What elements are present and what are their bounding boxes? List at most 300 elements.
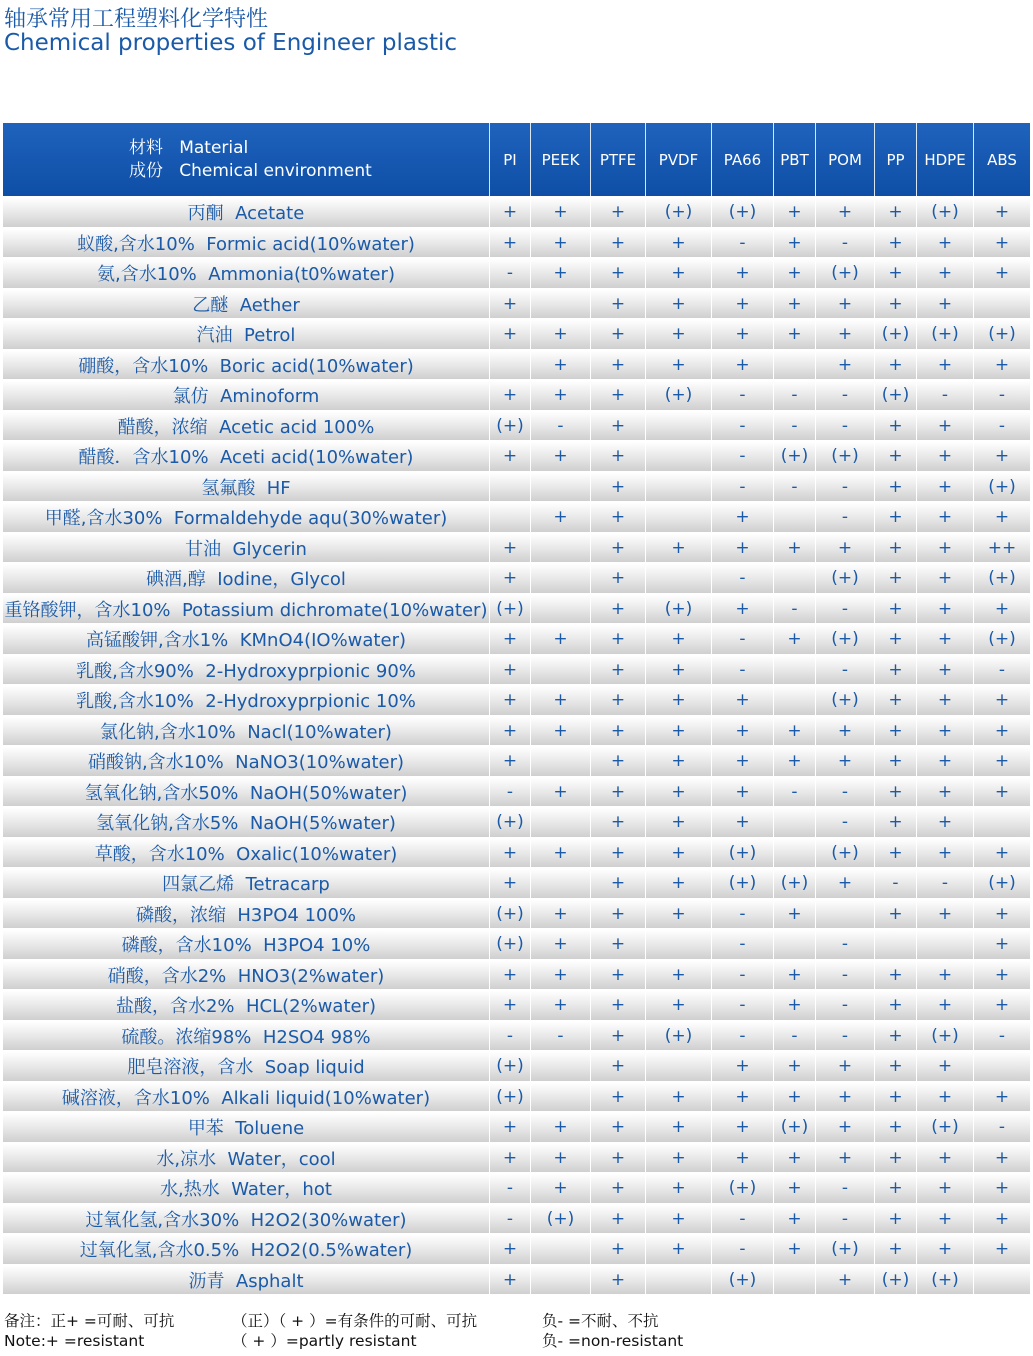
table-row — [3, 898, 1030, 929]
resistance-cell-abs: + — [974, 196, 1030, 227]
row-material-name: 氢氧化钠,含水5% NaOH(5%water) — [3, 806, 490, 837]
resistance-cell-pp: + — [875, 745, 917, 776]
resistance-cell-pvdf — [646, 410, 712, 441]
resistance-cell-pbt: - — [774, 593, 816, 624]
resistance-cell-pi — [490, 349, 531, 380]
resistance-cell-pa66: + — [712, 257, 774, 288]
resistance-cell-pi: + — [490, 867, 531, 898]
resistance-cell-pi: + — [490, 837, 531, 868]
row-material-name: 甲苯 Toluene — [3, 1111, 490, 1142]
resistance-cell-pa66: - — [712, 898, 774, 929]
resistance-cell-peek: + — [531, 898, 591, 929]
row-material-name: 氢氧化钠,含水50% NaOH(50%water) — [3, 776, 490, 807]
resistance-cell-pbt: (+) — [774, 867, 816, 898]
resistance-cell-peek: + — [531, 989, 591, 1020]
resistance-cell-hdpe: + — [917, 1203, 974, 1234]
resistance-cell-abs: + — [974, 1172, 1030, 1203]
resistance-cell-peek: + — [531, 379, 591, 410]
resistance-cell-pi: + — [490, 623, 531, 654]
resistance-cell-pp: + — [875, 288, 917, 319]
resistance-cell-pbt — [774, 1264, 816, 1295]
resistance-cell-pi: (+) — [490, 806, 531, 837]
row-material-name: 磷酸，浓缩 H3PO4 100% — [3, 898, 490, 929]
resistance-cell-pom: - — [816, 410, 875, 441]
resistance-cell-ptfe: + — [591, 196, 646, 227]
note-resistant-en: Note:+ =resistant — [4, 1332, 145, 1350]
resistance-cell-pa66: + — [712, 593, 774, 624]
resistance-cell-peek: + — [531, 349, 591, 380]
resistance-cell-pvdf — [646, 501, 712, 532]
resistance-cell-ptfe: + — [591, 928, 646, 959]
row-material-name: 甲醛,含水30% Formaldehyde aqu(30%water) — [3, 501, 490, 532]
row-material-name: 乳酸,含水10% 2-Hydroxyprpionic 10% — [3, 684, 490, 715]
resistance-cell-pp: + — [875, 196, 917, 227]
resistance-cell-pvdf: + — [646, 1203, 712, 1234]
table-row — [3, 745, 1030, 776]
resistance-cell-pi: - — [490, 1020, 531, 1051]
table-row — [3, 837, 1030, 868]
table-row — [3, 318, 1030, 349]
note-partly-en: （ + ）=partly resistant — [232, 1332, 417, 1350]
resistance-cell-pi: + — [490, 532, 531, 563]
resistance-cell-pbt: (+) — [774, 440, 816, 471]
resistance-cell-pom: + — [816, 196, 875, 227]
row-material-name: 汽油 Petrol — [3, 318, 490, 349]
row-material-name: 水,凉水 Water，cool — [3, 1142, 490, 1173]
column-header-pi: PI — [490, 123, 531, 196]
resistance-cell-pa66: - — [712, 227, 774, 258]
table-row — [3, 562, 1030, 593]
resistance-cell-pvdf: + — [646, 1172, 712, 1203]
table-body — [3, 196, 1030, 1294]
resistance-cell-pbt: + — [774, 532, 816, 563]
resistance-cell-pp: + — [875, 776, 917, 807]
resistance-cell-hdpe: + — [917, 288, 974, 319]
resistance-cell-pbt: (+) — [774, 1111, 816, 1142]
table-row — [3, 654, 1030, 685]
resistance-cell-pvdf — [646, 928, 712, 959]
resistance-cell-pvdf — [646, 471, 712, 502]
resistance-cell-pbt — [774, 837, 816, 868]
resistance-cell-pp: + — [875, 654, 917, 685]
resistance-cell-pom: - — [816, 928, 875, 959]
table-row — [3, 623, 1030, 654]
table-row — [3, 867, 1030, 898]
legend-note-non-resistant — [542, 1311, 683, 1351]
resistance-cell-pi: (+) — [490, 410, 531, 441]
resistance-cell-pa66: - — [712, 471, 774, 502]
resistance-cell-ptfe: + — [591, 1081, 646, 1112]
resistance-cell-ptfe: + — [591, 501, 646, 532]
resistance-cell-pvdf — [646, 562, 712, 593]
resistance-cell-peek: + — [531, 1111, 591, 1142]
resistance-cell-pom: (+) — [816, 623, 875, 654]
resistance-cell-pbt: + — [774, 318, 816, 349]
resistance-cell-pbt: - — [774, 410, 816, 441]
table-row — [3, 257, 1030, 288]
resistance-cell-hdpe: + — [917, 501, 974, 532]
resistance-cell-pa66: - — [712, 440, 774, 471]
resistance-cell-pa66: + — [712, 501, 774, 532]
resistance-cell-pi — [490, 471, 531, 502]
resistance-cell-ptfe: + — [591, 288, 646, 319]
resistance-cell-abs: + — [974, 1233, 1030, 1264]
resistance-cell-pp: + — [875, 1142, 917, 1173]
resistance-cell-pi: (+) — [490, 928, 531, 959]
resistance-cell-abs: + — [974, 989, 1030, 1020]
resistance-cell-pa66: - — [712, 989, 774, 1020]
resistance-cell-pa66: + — [712, 349, 774, 380]
resistance-cell-hdpe: + — [917, 654, 974, 685]
row-material-name: 蚁酸,含水10% Formic acid(10%water) — [3, 227, 490, 258]
resistance-cell-pp: + — [875, 562, 917, 593]
resistance-cell-pi: + — [490, 196, 531, 227]
resistance-cell-pp: + — [875, 684, 917, 715]
resistance-cell-ptfe: + — [591, 654, 646, 685]
resistance-cell-pvdf: + — [646, 745, 712, 776]
note-non-resistant-en: 负- =non-resistant — [542, 1332, 684, 1350]
chemical-properties-table — [3, 123, 1030, 1294]
resistance-cell-peek: + — [531, 623, 591, 654]
table-row — [3, 227, 1030, 258]
resistance-cell-abs: (+) — [974, 318, 1030, 349]
resistance-cell-abs: (+) — [974, 623, 1030, 654]
resistance-cell-pp: - — [875, 867, 917, 898]
table-row — [3, 410, 1030, 441]
resistance-cell-pp: + — [875, 257, 917, 288]
resistance-cell-hdpe: + — [917, 898, 974, 929]
resistance-cell-pvdf — [646, 1264, 712, 1295]
resistance-cell-pa66: + — [712, 1111, 774, 1142]
resistance-cell-pvdf: + — [646, 623, 712, 654]
note-resistant-cn: 备注：正+ =可耐、可抗 — [4, 1312, 175, 1330]
resistance-cell-pi: + — [490, 684, 531, 715]
resistance-cell-pom: + — [816, 1081, 875, 1112]
resistance-cell-peek — [531, 471, 591, 502]
resistance-cell-peek — [531, 745, 591, 776]
row-material-name: 四氯乙烯 Tetracarp — [3, 867, 490, 898]
table-row — [3, 1172, 1030, 1203]
row-material-name: 甘油 Glycerin — [3, 532, 490, 563]
resistance-cell-ptfe: + — [591, 715, 646, 746]
resistance-cell-pom: + — [816, 745, 875, 776]
table-row — [3, 1050, 1030, 1081]
resistance-cell-pa66: + — [712, 684, 774, 715]
resistance-cell-pi: + — [490, 1142, 531, 1173]
resistance-cell-pp: (+) — [875, 1264, 917, 1295]
resistance-cell-pbt: + — [774, 1233, 816, 1264]
row-material-name: 丙酮 Acetate — [3, 196, 490, 227]
table-row — [3, 928, 1030, 959]
resistance-cell-hdpe: + — [917, 989, 974, 1020]
resistance-cell-ptfe: + — [591, 1233, 646, 1264]
resistance-cell-pom: - — [816, 1020, 875, 1051]
resistance-cell-pvdf: + — [646, 1081, 712, 1112]
resistance-cell-pp: + — [875, 837, 917, 868]
row-material-name: 过氧化氢,含水0.5% H2O2(0.5%water) — [3, 1233, 490, 1264]
resistance-cell-pa66: - — [712, 959, 774, 990]
resistance-cell-hdpe: + — [917, 410, 974, 441]
resistance-cell-pp: + — [875, 1020, 917, 1051]
resistance-cell-peek: + — [531, 776, 591, 807]
column-header-pp: PP — [875, 123, 917, 196]
resistance-cell-pi: + — [490, 959, 531, 990]
resistance-cell-peek: + — [531, 501, 591, 532]
resistance-cell-pbt: + — [774, 989, 816, 1020]
resistance-cell-pp: + — [875, 471, 917, 502]
resistance-cell-pa66: (+) — [712, 196, 774, 227]
resistance-cell-hdpe: + — [917, 440, 974, 471]
resistance-cell-pa66: (+) — [712, 1172, 774, 1203]
resistance-cell-pp: + — [875, 1203, 917, 1234]
row-material-name: 氯仿 Aminoform — [3, 379, 490, 410]
resistance-cell-pvdf: + — [646, 989, 712, 1020]
resistance-cell-pp — [875, 928, 917, 959]
row-material-name: 醋酸，浓缩 Acetic acid 100% — [3, 410, 490, 441]
resistance-cell-abs: (+) — [974, 867, 1030, 898]
table-row — [3, 806, 1030, 837]
resistance-cell-ptfe: + — [591, 898, 646, 929]
resistance-cell-abs: (+) — [974, 562, 1030, 593]
resistance-cell-ptfe: + — [591, 1172, 646, 1203]
resistance-cell-ptfe: + — [591, 959, 646, 990]
resistance-cell-pom: - — [816, 989, 875, 1020]
resistance-cell-ptfe: + — [591, 623, 646, 654]
resistance-cell-pvdf: + — [646, 1142, 712, 1173]
resistance-cell-pp: + — [875, 623, 917, 654]
resistance-cell-pvdf: + — [646, 227, 712, 258]
resistance-cell-hdpe: + — [917, 1142, 974, 1173]
resistance-cell-pom: (+) — [816, 562, 875, 593]
resistance-cell-hdpe: + — [917, 684, 974, 715]
resistance-cell-pbt: - — [774, 1020, 816, 1051]
resistance-cell-pi: - — [490, 1172, 531, 1203]
resistance-cell-ptfe: + — [591, 593, 646, 624]
resistance-cell-pvdf: (+) — [646, 196, 712, 227]
resistance-cell-pbt — [774, 562, 816, 593]
table-row — [3, 288, 1030, 319]
column-header-pom: POM — [816, 123, 875, 196]
resistance-cell-pbt — [774, 928, 816, 959]
resistance-cell-pom: - — [816, 959, 875, 990]
resistance-cell-pbt: + — [774, 196, 816, 227]
resistance-cell-hdpe: + — [917, 257, 974, 288]
column-header-pvdf: PVDF — [646, 123, 712, 196]
resistance-cell-peek — [531, 1233, 591, 1264]
row-material-name: 乙醚 Aether — [3, 288, 490, 319]
row-material-name: 磷酸，含水10% H3PO4 10% — [3, 928, 490, 959]
resistance-cell-pvdf: + — [646, 349, 712, 380]
resistance-cell-abs: - — [974, 1111, 1030, 1142]
resistance-cell-pbt: + — [774, 1142, 816, 1173]
resistance-cell-ptfe: + — [591, 349, 646, 380]
resistance-cell-pp: + — [875, 1233, 917, 1264]
resistance-cell-pi: + — [490, 1111, 531, 1142]
resistance-cell-pvdf: + — [646, 715, 712, 746]
resistance-cell-pbt: + — [774, 623, 816, 654]
resistance-cell-ptfe: + — [591, 989, 646, 1020]
resistance-cell-peek: + — [531, 684, 591, 715]
resistance-cell-abs: - — [974, 1020, 1030, 1051]
resistance-cell-pi: (+) — [490, 1050, 531, 1081]
material-header-line1: 材料 Material — [129, 137, 249, 158]
resistance-cell-abs: + — [974, 745, 1030, 776]
resistance-cell-pbt: - — [774, 471, 816, 502]
resistance-cell-pbt — [774, 684, 816, 715]
resistance-cell-pi: - — [490, 1203, 531, 1234]
resistance-cell-hdpe: + — [917, 837, 974, 868]
resistance-cell-pa66: (+) — [712, 867, 774, 898]
resistance-cell-pom: - — [816, 776, 875, 807]
row-material-name: 草酸，含水10% Oxalic(10%water) — [3, 837, 490, 868]
resistance-cell-pvdf: + — [646, 959, 712, 990]
resistance-cell-pa66: - — [712, 1233, 774, 1264]
resistance-cell-abs — [974, 288, 1030, 319]
resistance-cell-hdpe: + — [917, 471, 974, 502]
resistance-cell-peek — [531, 1264, 591, 1295]
resistance-cell-peek — [531, 532, 591, 563]
resistance-cell-peek: + — [531, 318, 591, 349]
resistance-cell-pvdf: + — [646, 776, 712, 807]
resistance-cell-pi — [490, 501, 531, 532]
resistance-cell-peek — [531, 593, 591, 624]
resistance-cell-pvdf: + — [646, 288, 712, 319]
resistance-cell-peek: + — [531, 837, 591, 868]
resistance-cell-pi: + — [490, 562, 531, 593]
resistance-cell-pbt — [774, 654, 816, 685]
resistance-cell-hdpe: + — [917, 623, 974, 654]
table-row — [3, 471, 1030, 502]
resistance-cell-hdpe: + — [917, 745, 974, 776]
table-row — [3, 1142, 1030, 1173]
resistance-cell-hdpe: + — [917, 593, 974, 624]
row-material-name: 硝酸，含水2% HNO3(2%water) — [3, 959, 490, 990]
legend-note-partly — [232, 1311, 477, 1351]
resistance-cell-pi: - — [490, 257, 531, 288]
resistance-cell-hdpe: + — [917, 1172, 974, 1203]
resistance-cell-pom: - — [816, 471, 875, 502]
resistance-cell-hdpe: + — [917, 806, 974, 837]
resistance-cell-pom: - — [816, 1172, 875, 1203]
resistance-cell-pi: + — [490, 745, 531, 776]
resistance-cell-peek: - — [531, 410, 591, 441]
resistance-cell-pa66: - — [712, 410, 774, 441]
resistance-cell-pi: + — [490, 989, 531, 1020]
resistance-cell-ptfe: + — [591, 745, 646, 776]
resistance-cell-pi: + — [490, 227, 531, 258]
resistance-cell-pom: (+) — [816, 440, 875, 471]
resistance-cell-pbt: + — [774, 257, 816, 288]
resistance-cell-pa66: - — [712, 1203, 774, 1234]
resistance-cell-pa66: + — [712, 745, 774, 776]
resistance-cell-pbt: + — [774, 715, 816, 746]
resistance-cell-pbt — [774, 501, 816, 532]
resistance-cell-pa66: + — [712, 1081, 774, 1112]
resistance-cell-ptfe: + — [591, 806, 646, 837]
row-material-name: 氯化钠,含水10% Nacl(10%water) — [3, 715, 490, 746]
resistance-cell-peek — [531, 806, 591, 837]
resistance-cell-pp: + — [875, 989, 917, 1020]
resistance-cell-abs: + — [974, 959, 1030, 990]
resistance-cell-pom: - — [816, 806, 875, 837]
resistance-cell-pom: + — [816, 1264, 875, 1295]
resistance-cell-ptfe: + — [591, 1020, 646, 1051]
resistance-cell-ptfe: + — [591, 776, 646, 807]
table-header-row — [3, 123, 1030, 196]
resistance-cell-abs: - — [974, 410, 1030, 441]
resistance-cell-pom: - — [816, 593, 875, 624]
resistance-cell-pvdf: + — [646, 898, 712, 929]
resistance-cell-hdpe: + — [917, 227, 974, 258]
table-row — [3, 1233, 1030, 1264]
resistance-cell-pom: (+) — [816, 684, 875, 715]
resistance-cell-pp: + — [875, 349, 917, 380]
resistance-cell-abs: (+) — [974, 471, 1030, 502]
resistance-cell-pi: - — [490, 776, 531, 807]
row-material-name: 水,热水 Water，hot — [3, 1172, 490, 1203]
resistance-cell-pa66: + — [712, 318, 774, 349]
resistance-cell-hdpe: + — [917, 1050, 974, 1081]
resistance-cell-hdpe: - — [917, 379, 974, 410]
resistance-cell-pa66: + — [712, 1142, 774, 1173]
resistance-cell-pvdf: (+) — [646, 593, 712, 624]
table-row — [3, 196, 1030, 227]
resistance-cell-abs: + — [974, 715, 1030, 746]
table-row — [3, 349, 1030, 380]
table-row — [3, 593, 1030, 624]
row-material-name: 盐酸，含水2% HCL(2%water) — [3, 989, 490, 1020]
resistance-cell-pp: + — [875, 593, 917, 624]
row-material-name: 碱溶液，含水10% Alkali liquid(10%water) — [3, 1081, 490, 1112]
resistance-cell-abs — [974, 1264, 1030, 1295]
resistance-cell-pbt: + — [774, 1203, 816, 1234]
resistance-cell-ptfe: + — [591, 684, 646, 715]
resistance-cell-pvdf: + — [646, 257, 712, 288]
resistance-cell-ptfe: + — [591, 867, 646, 898]
resistance-cell-abs: + — [974, 837, 1030, 868]
table-row — [3, 959, 1030, 990]
resistance-cell-pp: + — [875, 715, 917, 746]
resistance-cell-abs: + — [974, 1142, 1030, 1173]
resistance-cell-peek: + — [531, 715, 591, 746]
table-row — [3, 1081, 1030, 1112]
resistance-cell-pi: + — [490, 440, 531, 471]
resistance-cell-hdpe: + — [917, 959, 974, 990]
resistance-cell-pa66: - — [712, 654, 774, 685]
resistance-cell-hdpe: + — [917, 532, 974, 563]
resistance-cell-abs: ++ — [974, 532, 1030, 563]
resistance-cell-abs: + — [974, 1203, 1030, 1234]
material-header-line2: 成份 Chemical environment — [129, 160, 372, 181]
resistance-cell-pbt: + — [774, 959, 816, 990]
resistance-cell-abs: + — [974, 593, 1030, 624]
resistance-cell-abs: + — [974, 928, 1030, 959]
resistance-cell-pom: + — [816, 1050, 875, 1081]
resistance-cell-pvdf: + — [646, 1111, 712, 1142]
resistance-cell-pa66: - — [712, 379, 774, 410]
resistance-cell-pp: + — [875, 1172, 917, 1203]
table-row — [3, 379, 1030, 410]
resistance-cell-peek: (+) — [531, 1203, 591, 1234]
resistance-cell-abs: + — [974, 257, 1030, 288]
resistance-cell-pa66: - — [712, 928, 774, 959]
resistance-cell-pp: (+) — [875, 379, 917, 410]
resistance-cell-pi: + — [490, 715, 531, 746]
table-row — [3, 440, 1030, 471]
resistance-cell-pvdf: + — [646, 1233, 712, 1264]
resistance-cell-pbt — [774, 806, 816, 837]
resistance-cell-pa66: - — [712, 1020, 774, 1051]
